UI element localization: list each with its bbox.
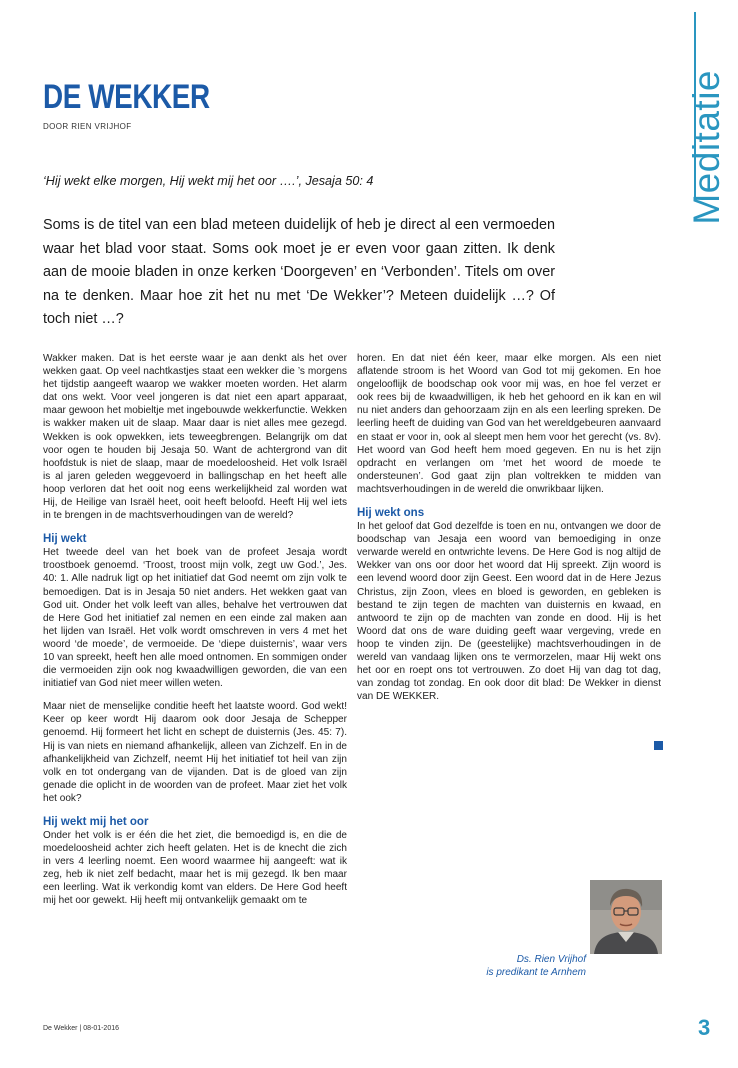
caption-name: Ds. Rien Vrijhof [516,954,586,965]
subheading: Hij wekt ons [357,507,425,520]
footer-publication: De Wekker | 08-01-2016 [43,1025,120,1032]
subheading: Hij wekt [43,533,87,546]
author-portrait-image [590,880,662,954]
page-number: 3 [698,1015,711,1040]
body-paragraph: horen. En dat niet één keer, maar elke morgen. Als een niet aflatende stroom is het Woord van God tot mij gekomen. En hoe ongelooflijk de boodschap ook voor mij was, en hoe fel verzet er ook rees bij de kwaadwilligen, ik heb het gehoord en ik kan en wil nu niet anders dan gehoorzaam zijn en als een leerling spreken. De leerling heeft de duiding van God van het wereldgebeuren aanvaard en staat er voor in, ook al sleept men hem voor het gerecht (vs. 8v). Het woord van God heeft hem moed gegeven. En nu is het zijn opdracht en verlangen om ‘met het woord de moede te ondersteunen’. God gaat zijn plan voltrekken te midden van machtsverhoudingen in de wereld die onwrikbaar lijken. [357,353,661,495]
byline: DOOR RIEN VRIJHOF [43,122,132,131]
author-photo [590,880,662,954]
body-paragraph: In het geloof dat God dezelfde is toen en nu, ontvangen we door de boodschap van Jesaja een woord van bemoediging in onze verwarde wereld en ontwrichte levens. De Here God is nog altijd de Wekker van ons oor door het woord dat Hij spreekt. Zijn woord is een levend woord door zijn Geest. Een woord dat in de Here Jezus Christus, zijn Zoon, vlees en bloed is geworden, en gebleken is bestand te zijn tegen de machten van duisternis en kwaad, en antwoord te zijn op de machten van zonde en dood. Hij is het Woord dat ons de ware duiding geeft waar vergeving, vrede en hoop te vinden zijn. De (geestelijke) machtsverhoudingen in de wereld van vandaag lijken ons te vermorzelen, maar Hij wekt ons het oor en roept ons tot vertrouwen. Zo doet Hij van dag tot dag, van zondag tot zondag. En ook door dit blad: De Wekker in dienst van DE WEKKER. [357,521,661,703]
caption-role: is predikant te Arnhem [486,966,586,978]
section-label: Meditatie [686,70,727,225]
scripture-quote: ‘Hij wekt elke morgen, Hij wekt mij het oor ….’, Jesaja 50: 4 [43,174,374,188]
end-of-article-square [654,741,663,750]
body-paragraph: Het tweede deel van het boek van de profeet Jesaja wordt troostboek genoemd. ‘Troost, troost mijn volk, zegt uw God.’, Jes. 40: 1. Alle nadruk ligt op het initiatief dat God neemt om zijn volk te bemoedigen. Dat is in Jesaja 50 niet anders. Het wekken gaat van God uit. Onder het volk leeft van alles, behalve het vertrouwen dat de Here God het initiatief zal nemen en een einde zal maken aan het lijden van Israël. Het volk wordt omschreven in vers 4 met het woord ‘de moede’, de vermoeide. De ‘diepe duisternis’, waar vers 10 van spreekt, heeft hen alle moed ontnomen. En sommigen onder die vermoeiden zijn ook nog kwaadwilligen geworden, die van een initiatief van God niet meer willen weten. [43,547,347,690]
left-column [43,352,347,918]
photo-caption [426,954,586,979]
body-paragraph: Onder het volk is er één die het ziet, die bemoedigd is, en die de moedeloosheid achter zich heeft gelaten. Het is de knecht die zich in vers 4 leerling noemt. Een woord waarmee hij aangeeft: wat ik zeg, heb ik niet zelf bedacht, maar het is mij gezegd. Ik ben maar een leerling. Wat ik verkondig komt van elders. De Here God heeft mij het oor gewekt. Hij heeft mij ontvankelijk gemaakt om te [43,830,347,907]
right-column [357,352,661,713]
body-paragraph: Maar niet de menselijke conditie heeft het laatste woord. God wekt! Keer op keer wordt Hij daarom ook door Jesaja de Schepper genoemd. Hij formeert het licht en schept de duisternis (Jes. 45: 7). Hij is van niets en niemand afhankelijk, alleen van Zichzelf. En in de afhankelijkheid van Zichzelf, neemt Hij het initiatief tot heil van zijn volk en tot ondergang van de vijanden. Dat is de gloed van zijn genade die oplicht in de woorden van de profeet. Maar ziet het volk het ook? [43,701,347,804]
article-title: DE WEKKER [43,78,210,116]
body-paragraph: Wakker maken. Dat is het eerste waar je aan denkt als het over wekken gaat. Op veel nachtkastjes staat een wekker die ’s morgens het tijdstip aangeeft waarop we wakker moeten worden. Het alarm dat ons wekt. Voor veel jongeren is dat niet een apart apparaat, maar gewoon het mobieltje met ingebouwde wekkerfunctie. Wekken is wakker maken uit de slaap. Maar daar is niet alles mee gezegd. Wekken is ook opwekken, iets teweegbrengen. Belangrijk om dat voor ogen te houden bij Jesaja 50. Want de achtergrond van dit hoofdstuk is niet de slaap, maar de moedeloosheid. Het volk Israël is al jaren geleden weggevoerd in ballingschap en het heeft alle hoop verloren dat het ooit nog eens werkelijkheid zal worden wat Hij, de Heilige van Israël heet, ooit heeft beloofd. Heeft Hij wel iets in te brengen in de machtsverhoudingen van de wereld? [43,353,347,522]
subheading: Hij wekt mij het oor [43,816,149,828]
intro-paragraph: Soms is de titel van een blad meteen duidelijk of heb je direct al een vermoeden waar het blad voor staat. Soms ook moet je er even voor gaan zitten. Ik denk aan de mooie bladen in onze kerken ‘Doorgeven’ en ‘Verbonden’. Titels om over na te denken. Maar hoe zit het nu met ‘De Wekker’? Meteen duidelijk …? Of toch niet …? [43,217,555,328]
